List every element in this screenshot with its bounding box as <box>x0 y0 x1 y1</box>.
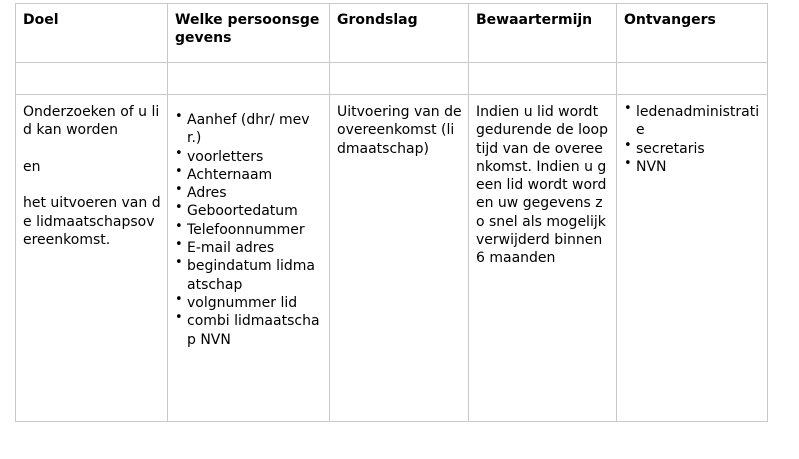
list-item <box>624 103 761 140</box>
list-item <box>175 312 323 349</box>
list-item-label: ledenadministratie <box>636 104 760 139</box>
list-item-label: voorletters <box>187 148 264 165</box>
list-item <box>175 111 323 148</box>
list-item <box>175 218 323 239</box>
doel-paragraph: het uitvoeren van de lidmaatschapsovereenkomst. <box>23 195 161 249</box>
header-persoonsgegevens: Welke persoonsgegevens <box>168 4 330 63</box>
list-item-label: Adres <box>187 185 227 202</box>
list-item-label: begindatum lidmaatschap <box>187 258 315 293</box>
bullet-icon: • <box>624 155 632 171</box>
ontvangers-list <box>624 103 761 176</box>
bullet-icon: • <box>175 310 183 326</box>
list-item <box>175 257 323 294</box>
header-row <box>16 4 768 63</box>
header-grondslag: Grondslag <box>330 4 469 63</box>
bullet-icon: • <box>175 109 183 124</box>
empty-cell <box>617 63 768 95</box>
bullet-icon: • <box>175 291 183 307</box>
bullet-icon: • <box>175 218 183 234</box>
empty-cell <box>330 63 469 95</box>
list-item <box>175 202 323 220</box>
list-item-label: volgnummer lid <box>187 294 298 311</box>
bewaartermijn-cell: Indien u lid wordt gedurende de looptijd van de overeenkomst. Indien u geen lid wordt worden uw gegevens zo snel als mogelijk verwijderd binnen 6 maanden <box>469 95 617 422</box>
ontvangers-cell <box>617 95 768 422</box>
list-item-label: E-mail adres <box>187 240 275 257</box>
header-bewaartermijn: Bewaartermijn <box>469 4 617 63</box>
list-item <box>175 291 323 312</box>
list-item-label: Aanhef (dhr/ mevr.) <box>187 112 310 147</box>
header-doel: Doel <box>16 4 168 63</box>
empty-cell <box>16 63 168 95</box>
content-row <box>16 95 768 422</box>
persoonsgegevens-list <box>175 111 323 349</box>
persoonsgegevens-cell <box>168 95 330 422</box>
bullet-icon: • <box>624 101 632 116</box>
bullet-icon: • <box>175 145 183 161</box>
empty-cell <box>168 63 330 95</box>
list-item-label: combi lidmaatschap NVN <box>187 313 320 348</box>
list-item <box>624 137 761 158</box>
list-item <box>175 184 323 202</box>
header-ontvangers: Ontvangers <box>617 4 768 63</box>
privacy-table <box>15 3 768 422</box>
empty-cell <box>469 63 617 95</box>
list-item <box>175 145 323 166</box>
bullet-icon: • <box>175 237 183 253</box>
list-item-label: NVN <box>636 158 667 175</box>
bullet-icon: • <box>175 182 183 198</box>
list-item <box>624 155 761 176</box>
bullet-icon: • <box>175 200 183 216</box>
doel-paragraph: en <box>23 158 41 175</box>
list-item-label: Achternaam <box>187 166 273 183</box>
list-item <box>175 239 323 257</box>
doel-cell <box>16 95 168 422</box>
list-item <box>175 163 323 184</box>
bullet-icon: • <box>624 137 632 153</box>
bullet-icon: • <box>175 163 183 179</box>
bullet-icon: • <box>175 255 183 271</box>
list-item-label: Telefoonnummer <box>187 221 305 238</box>
list-item-label: secretaris <box>636 140 705 157</box>
grondslag-cell: Uitvoering van de overeenkomst (lidmaatschap) <box>330 95 469 422</box>
doel-paragraph: Onderzoeken of u lid kan worden <box>23 104 160 139</box>
list-item-label: Geboortedatum <box>187 203 298 220</box>
empty-row <box>16 63 768 95</box>
